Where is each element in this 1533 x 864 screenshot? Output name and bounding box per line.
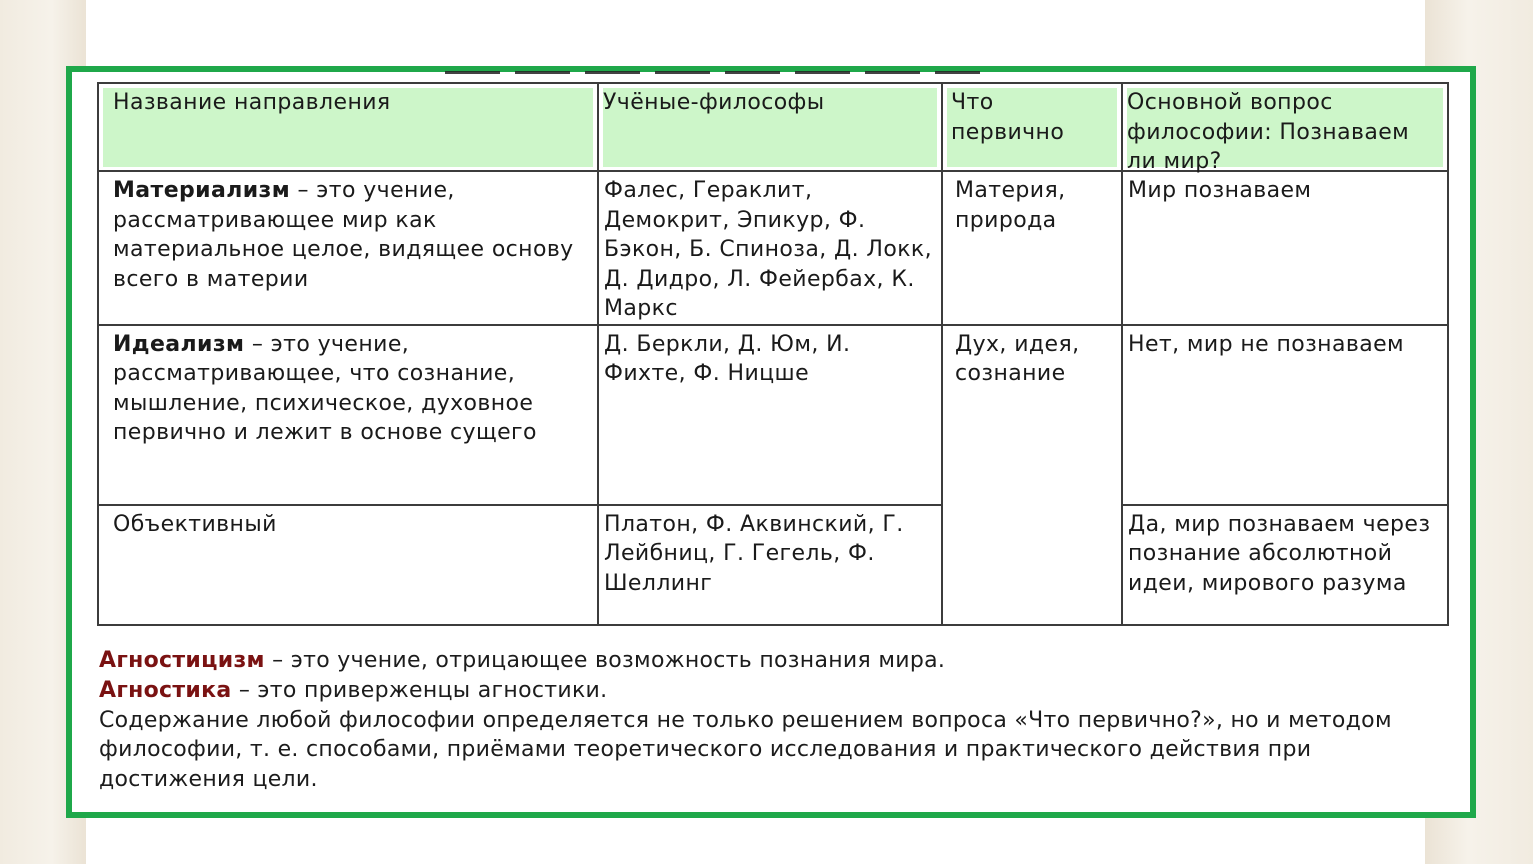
materialism-knowable: Мир познаваем [1122,171,1448,325]
materialism-philosophers: Фалес, Гераклит, Демокрит, Эпикур, Ф. Бэкон, Б. Спиноза, Д. Локк, Д. Дидро, Л. Фейербах, К. Маркс [598,171,942,325]
idealism-term: Идеализм [113,331,245,357]
objective-philosophers: Платон, Ф. Аквинский, Г. Лейбниц, Г. Гегель, Ф. Шеллинг [598,505,942,625]
table-row-idealism [98,325,1448,505]
agnosticism-line [99,646,1399,676]
idealism-knowable: Нет, мир не познаваем [1122,325,1448,505]
agnostics-text: – это приверженцы агностики. [231,677,608,703]
objective-knowable: Да, мир познаваем через познание абсолютной идеи, мирового разума [1122,505,1448,625]
agnostics-line [99,676,1399,706]
table-header-row [98,83,1448,171]
header-what-is-primary: Что первично [942,83,1122,171]
header-philosophers: Учёные-философы [598,83,942,171]
objective-name: Объективный [98,505,598,625]
header-main-question: Основной вопрос философии: Познаваем ли мир? [1122,83,1448,171]
idealism-primary: Дух, идея, сознание [942,325,1122,625]
idealism-definition: – это учение, рассматривающее, что сознание, мышление, психическое, духовное первично и лежит в основе сущего [113,331,537,445]
notes-block [99,646,1399,795]
agnosticism-text: – это учение, отрицающее возможность познания мира. [264,648,946,673]
table-row-objective [98,505,1448,625]
content-paragraph: Содержание любой философии определяется не только решением вопроса «Что первично?», но и методом философии, т. е. способами, приёмами теоретического исследования и практического действия при достижения цели. [99,707,1392,793]
clipped-title-remnant [445,66,980,74]
agnosticism-term: Агностицизм [99,648,265,673]
agnostics-term: Агностика [99,677,232,703]
header-direction-name: Название направления [98,83,598,171]
idealism-definition-cell [98,325,598,505]
idealism-philosophers: Д. Беркли, Д. Юм, И. Фихте, Ф. Ницше [598,325,942,505]
table-row-materialism [98,171,1448,325]
philosophy-table [97,82,1449,626]
materialism-primary: Материя, природа [942,171,1122,325]
materialism-term: Материализм [113,178,291,203]
materialism-definition-cell [98,171,598,325]
materialism-definition: – это учение, рассматривающее мир как материальное целое, видящее основу всего в материи [113,178,574,292]
